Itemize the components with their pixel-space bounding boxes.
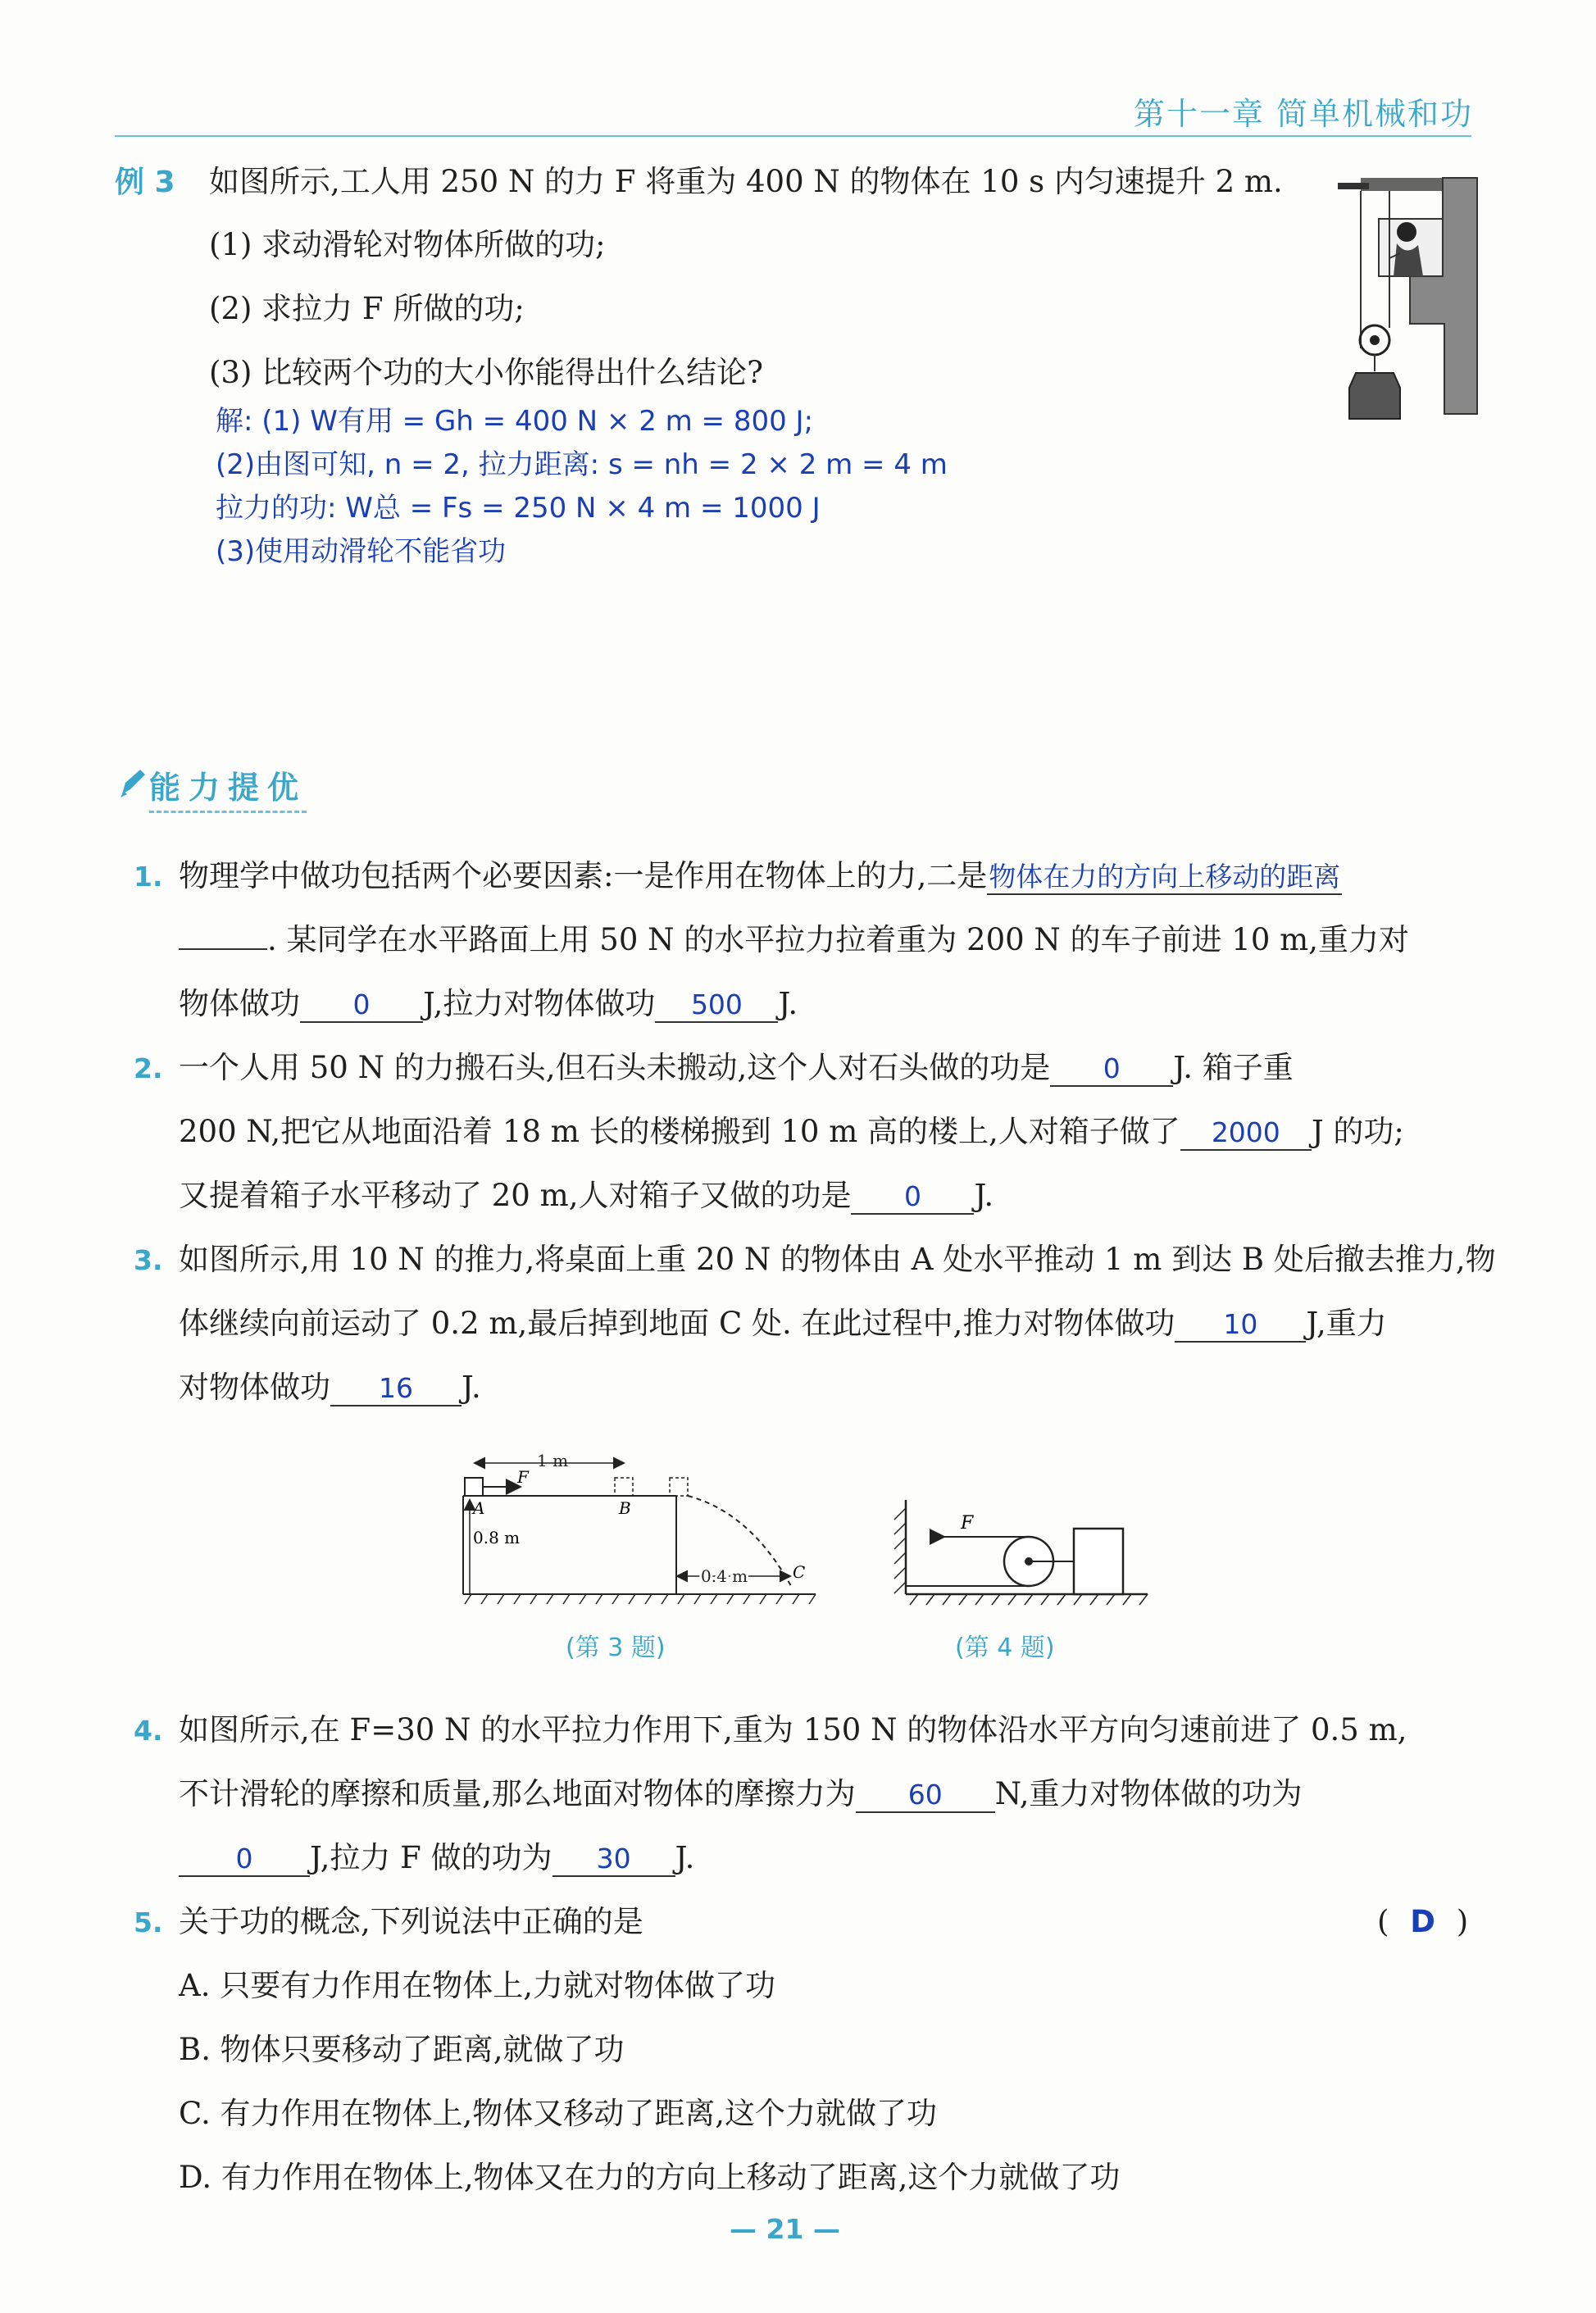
q2-text-c: 200 N,把它从地面沿着 18 m 长的楼梯搬到 10 m 高的楼上,人对箱子做了 xyxy=(179,1114,1180,1149)
fig4-force-label: F xyxy=(961,1513,974,1534)
q1-line2 xyxy=(179,908,1409,972)
q1-answer-d: 500 xyxy=(655,988,778,1023)
q5-option-c: C. 有力作用在物体上,物体又移动了距离,这个力就做了功 xyxy=(179,2096,938,2131)
fig3-height-label: 0.8 m xyxy=(473,1528,521,1547)
q1-text-a: 物理学中做功包括两个必要因素:一是作用在物体上的力,二是 xyxy=(179,858,988,893)
q2-answer-a: 0 xyxy=(1050,1052,1173,1087)
example3-solution-2: (2)由图可知, n = 2, 拉力距离: s = nh = 2 × 2 m = 4 m xyxy=(216,448,948,481)
q3-number: 3. xyxy=(134,1244,163,1276)
q2-text-f: J. xyxy=(974,1178,994,1213)
page-number: — 21 — xyxy=(730,2213,840,2245)
fig3-04m-label: 0.4 m xyxy=(701,1566,748,1586)
q1-answer-a: 物体在力的方向上移动的距离 xyxy=(987,861,1342,895)
fig3-point-c: C xyxy=(793,1562,806,1582)
chapter-header: 第十一章 简单机械和功 xyxy=(1133,96,1473,132)
q4-line3 xyxy=(179,1826,694,1890)
q2-answer-e: 0 xyxy=(851,1180,974,1215)
q5-number: 5. xyxy=(134,1906,163,1938)
q1-blank-continuation xyxy=(179,948,267,950)
fig3-point-a: A xyxy=(473,1498,485,1518)
q1-line1 xyxy=(134,844,1342,909)
q5-stem xyxy=(134,1890,643,1955)
q4-text-d: J,拉力 F 做的功为 xyxy=(310,1840,552,1875)
example3-label: 例 3 xyxy=(115,166,175,199)
example3-q1: (1) 求动滑轮对物体所做的功; xyxy=(209,227,606,262)
pencil-icon xyxy=(117,766,148,799)
section-title: 能力提优 xyxy=(149,762,307,813)
q3-line2 xyxy=(179,1292,1387,1356)
fig3-force-label: F xyxy=(517,1467,529,1487)
q5-option-d: D. 有力作用在物体上,物体又在力的方向上移动了距离,这个力就做了功 xyxy=(179,2160,1121,2195)
figure-q3-diagram xyxy=(455,1447,832,1611)
example3-solution-1: 解: (1) W有用 = Gh = 400 N × 2 m = 800 J; xyxy=(216,405,814,438)
example3-text: 如图所示,工人用 250 N 的力 F 将重为 400 N 的物体在 10 s 内匀速提升 2 m. xyxy=(209,164,1283,199)
q4-answer-b: 60 xyxy=(856,1779,995,1813)
q1-text-e: J. xyxy=(778,986,798,1021)
q5-paren-open: ( xyxy=(1377,1904,1389,1939)
q3-text-a: 如图所示,用 10 N 的推力,将桌面上重 20 N 的物体由 A 处水平推动 1 m 到达 B 处后撤去推力,物 xyxy=(179,1242,1496,1277)
q5-answer-box xyxy=(1377,1890,1468,1954)
q2-text-e: 又提着箱子水平移动了 20 m,人对箱子又做的功是 xyxy=(179,1178,852,1213)
example3-prompt xyxy=(115,150,1283,215)
q4-text-a: 如图所示,在 F=30 N 的水平拉力作用下,重为 150 N 的物体沿水平方向匀速前进了 0.5 m, xyxy=(179,1712,1407,1747)
q4-number: 4. xyxy=(134,1715,163,1747)
q1-text-b: . 某同学在水平路面上用 50 N 的水平拉力拉着重为 200 N 的车子前进 10 m,重力对 xyxy=(267,922,1409,957)
example3-q3: (3) 比较两个功的大小你能得出什么结论? xyxy=(209,355,764,390)
q1-answer-c: 0 xyxy=(300,988,423,1023)
q2-number: 2. xyxy=(134,1052,163,1084)
q2-line1 xyxy=(134,1036,1294,1101)
q5-text: 关于功的概念,下列说法中正确的是 xyxy=(179,1904,643,1939)
fig4-caption: (第 4 题) xyxy=(955,1634,1055,1662)
q3-text-d: 对物体做功 xyxy=(179,1370,330,1405)
q2-answer-c: 2000 xyxy=(1180,1116,1312,1151)
q1-text-c: 物体做功 xyxy=(179,986,300,1021)
q4-line1 xyxy=(134,1698,1407,1763)
q5-paren-close: ) xyxy=(1456,1904,1469,1939)
q2-text-b: J. 箱子重 xyxy=(1173,1050,1294,1085)
fig3-1m-label: 1 m xyxy=(537,1451,569,1470)
q4-text-b: 不计滑轮的摩擦和质量,那么地面对物体的摩擦力为 xyxy=(179,1776,856,1811)
pulley-worker-figure xyxy=(1328,168,1492,430)
q3-answer-d: 16 xyxy=(330,1372,462,1406)
q4-line2 xyxy=(179,1762,1303,1826)
q1-text-d: J,拉力对物体做功 xyxy=(423,986,656,1021)
q4-text-e: J. xyxy=(675,1840,695,1875)
q2-text-a: 一个人用 50 N 的力搬石头,但石头未搬动,这个人对石头做的功是 xyxy=(179,1050,1051,1085)
fig3-point-b: B xyxy=(619,1498,631,1518)
q4-text-c: N,重力对物体做的功为 xyxy=(994,1776,1303,1811)
q3-answer-b: 10 xyxy=(1175,1308,1306,1343)
q5-option-a: A. 只要有力作用在物体上,力就对物体做了功 xyxy=(179,1968,776,2003)
q1-line3 xyxy=(179,972,798,1036)
q1-number: 1. xyxy=(134,861,163,893)
example3-q2: (2) 求拉力 F 所做的功; xyxy=(209,291,525,326)
header-divider xyxy=(115,135,1471,137)
q3-text-e: J. xyxy=(462,1370,481,1405)
q4-answer-e: 30 xyxy=(552,1843,675,1877)
example3-solution-4: (3)使用动滑轮不能省功 xyxy=(216,535,507,568)
q3-text-b: 体继续向前运动了 0.2 m,最后掉到地面 C 处. 在此过程中,推力对物体做功 xyxy=(179,1306,1175,1341)
example3-solution-3: 拉力的功: W总 = Fs = 250 N × 4 m = 1000 J xyxy=(216,492,821,525)
q3-line3 xyxy=(179,1356,481,1420)
q2-line3 xyxy=(179,1164,994,1228)
q4-answer-d: 0 xyxy=(179,1843,310,1877)
q2-text-d: J 的功; xyxy=(1311,1114,1404,1149)
fig3-caption: (第 3 题) xyxy=(566,1634,666,1662)
figure-q4-diagram xyxy=(885,1492,1164,1606)
q5-answer: D xyxy=(1410,1904,1435,1939)
q5-option-b: B. 物体只要移动了距离,就做了功 xyxy=(179,2032,625,2067)
q3-line1 xyxy=(134,1228,1496,1293)
q2-line2 xyxy=(179,1100,1404,1164)
q3-text-c: J,重力 xyxy=(1306,1306,1387,1341)
